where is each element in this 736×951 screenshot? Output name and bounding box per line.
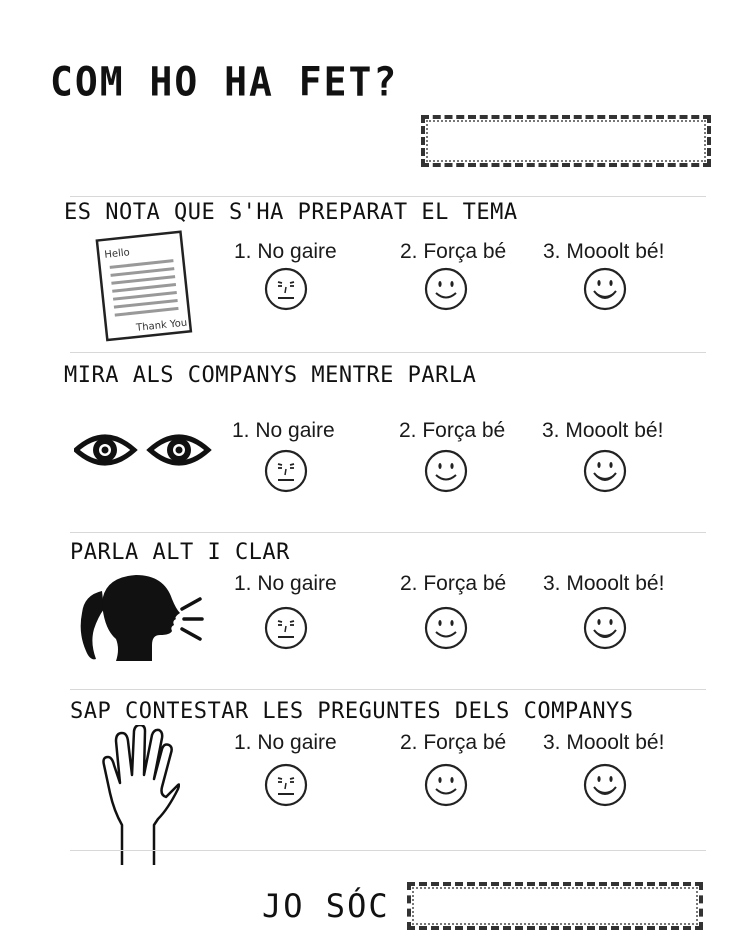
option-forca-be: 2. Força bé xyxy=(400,731,507,754)
section-divider xyxy=(70,850,706,851)
section-heading-eyes: MIRA ALS COMPANYS MENTRE PARLA xyxy=(64,363,477,388)
smile-face-icon[interactable] xyxy=(424,449,468,493)
speaking-head-icon xyxy=(76,573,206,665)
big-smile-face-icon[interactable] xyxy=(583,606,627,650)
option-mooolt-be: 3. Mooolt bé! xyxy=(543,240,665,263)
raised-hand-icon xyxy=(100,725,180,867)
neutral-face-icon[interactable] xyxy=(264,449,308,493)
big-smile-face-icon[interactable] xyxy=(583,449,627,493)
neutral-face-icon[interactable] xyxy=(264,606,308,650)
option-no-gaire: 1. No gaire xyxy=(234,572,337,595)
smile-face-icon[interactable] xyxy=(424,606,468,650)
paper-hello-text: Hello xyxy=(103,247,131,261)
option-mooolt-be: 3. Mooolt bé! xyxy=(542,419,664,442)
grade-box[interactable] xyxy=(421,115,711,167)
page-title: COM HO HA FET? xyxy=(50,58,399,106)
option-no-gaire: 1. No gaire xyxy=(232,419,335,442)
big-smile-face-icon[interactable] xyxy=(583,763,627,807)
section-divider xyxy=(70,532,706,533)
option-no-gaire: 1. No gaire xyxy=(234,240,337,263)
big-smile-face-icon[interactable] xyxy=(583,267,627,311)
option-mooolt-be: 3. Mooolt bé! xyxy=(543,731,665,754)
section-heading-answer: SAP CONTESTAR LES PREGUNTES DELS COMPANYS xyxy=(70,699,634,724)
paper-note-icon xyxy=(88,228,198,346)
neutral-face-icon[interactable] xyxy=(264,267,308,311)
smile-face-icon[interactable] xyxy=(424,763,468,807)
paper-thanks-text: Thank You xyxy=(135,317,188,334)
section-heading-speak: PARLA ALT I CLAR xyxy=(70,540,290,565)
option-forca-be: 2. Força bé xyxy=(399,419,506,442)
smile-face-icon[interactable] xyxy=(424,267,468,311)
option-forca-be: 2. Força bé xyxy=(400,240,507,263)
name-box[interactable] xyxy=(407,882,703,930)
section-divider xyxy=(70,196,706,197)
section-heading-prepared: ES NOTA QUE S'HA PREPARAT EL TEMA xyxy=(64,200,518,225)
option-no-gaire: 1. No gaire xyxy=(234,731,337,754)
option-forca-be: 2. Força bé xyxy=(400,572,507,595)
option-mooolt-be: 3. Mooolt bé! xyxy=(543,572,665,595)
eyes-icon xyxy=(74,428,212,472)
section-divider xyxy=(70,689,706,690)
section-divider xyxy=(70,352,706,353)
neutral-face-icon[interactable] xyxy=(264,763,308,807)
footer-label: JO SÓC xyxy=(262,887,390,925)
